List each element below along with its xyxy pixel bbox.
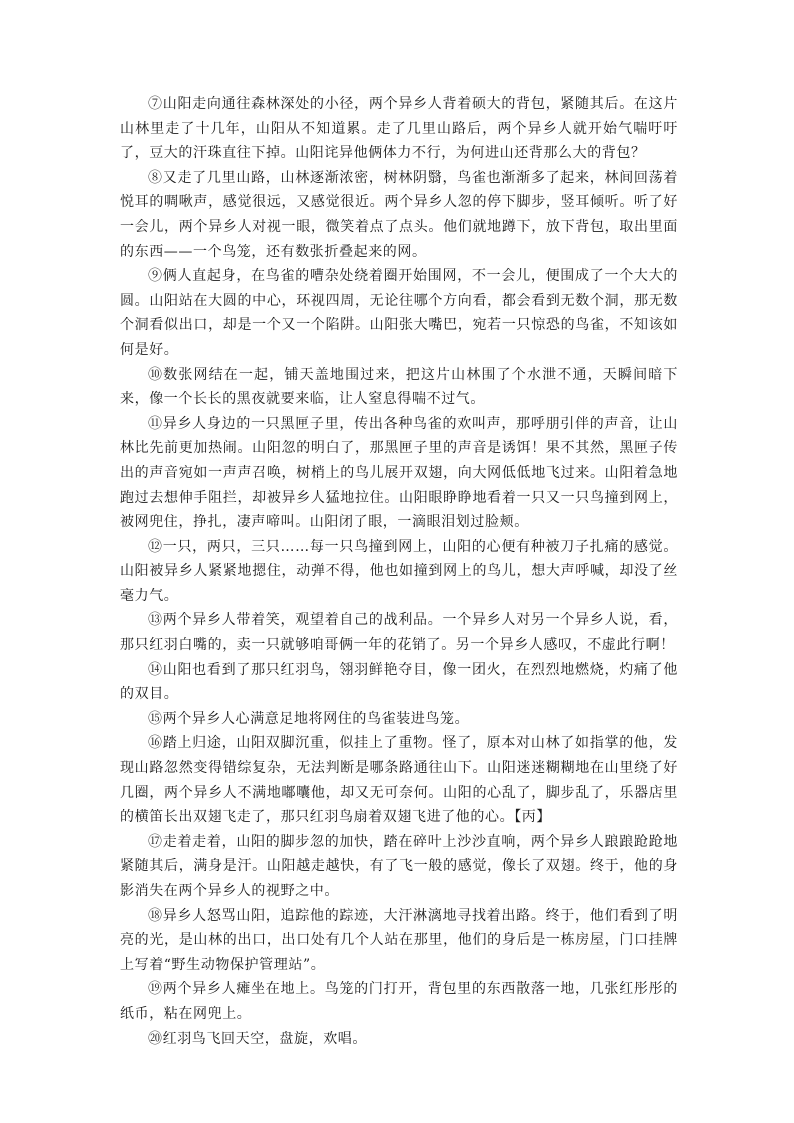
paragraph-13: ⑬两个异乡人带着笑，观望着自己的战利品。一个异乡人对另一个异乡人说，看，那只红羽白嘴的，卖一只就够咱哥俩一年的花销了。另一个异乡人感叹，不虚此行啊！ (120, 612, 678, 654)
paragraph-8: ⑧又走了几里山路，山林逐渐浓密，树林阴翳，鸟雀也渐渐多了起来，林间回荡着悦耳的啁啾声，感觉很远，又感觉很近。两个异乡人忽的停下脚步，竖耳倾听。听了好一会儿，两个异乡人对视一眼，微笑着点了点头。他们就地蹲下，放下背包，取出里面的东西——一个鸟笼，还有数张折叠起来的网。 (120, 169, 678, 260)
paragraph-16: ⑯踏上归途，山阳双脚沉重，似挂上了重物。怪了，原本对山林了如指掌的他，发现山路忽然变得错综复杂，无法判断是哪条路通往山下。山阳迷迷糊糊地在山里绕了好几圈，两个异乡人不满地嘟囔他，却又无可奈何。山阳的心乱了，脚步乱了，乐器店里的横笛长出双翅飞走了，那只红羽鸟扇着双翅飞进了他的心。【丙】 (120, 735, 678, 826)
paragraph-7: ⑦山阳走向通往森林深处的小径，两个异乡人背着硕大的背包，紧随其后。在这片山林里走了十几年，山阳从不知道累。走了几里山路后，两个异乡人就开始气喘吁吁了，豆大的汗珠直往下掉。山阳诧异他俩体力不行，为何进山还背那么大的背包？ (120, 96, 678, 162)
paragraph-14: ⑭山阳也看到了那只红羽鸟，翎羽鲜艳夺目，像一团火，在烈烈地燃烧，灼痛了他的双目。 (120, 661, 678, 703)
paragraph-17: ⑰走着走着，山阳的脚步忽的加快，踏在碎叶上沙沙直响，两个异乡人踉踉跄跄地紧随其后，满身是汗。山阳越走越快，有了飞一般的感觉，像长了双翅。终于，他的身影消失在两个异乡人的视野之中。 (120, 833, 678, 899)
paragraph-15: ⑮两个异乡人心满意足地将网住的鸟雀装进鸟笼。 (148, 710, 470, 727)
paragraph-18: ⑱异乡人怒骂山阳，追踪他的踪迹，大汗淋漓地寻找着出路。终于，他们看到了明亮的光，是山林的出口，出口处有几个人站在那里，他们的身后是一栋房屋，门口挂牌上写着“野生动物保护管理站”。 (120, 907, 678, 973)
paragraph-20: ⑳红羽鸟飞回天空，盘旋，欢唱。 (148, 1030, 367, 1047)
paragraph-9: ⑨俩人直起身，在鸟雀的嘈杂处绕着圈开始围网，不一会儿，便围成了一个大大的圆。山阳站在大圆的中心，环视四周，无论往哪个方向看，都会看到无数个洞，那无数个洞看似出口，却是一个又一个陷阱。山阳张大嘴巴，宛若一只惊恐的鸟雀，不知该如何是好。 (120, 268, 678, 358)
paragraph-10: ⑩数张网结在一起，铺天盖地围过来，把这片山林围了个水泄不通，天瞬间暗下来，像一个长长的黑夜就要来临，让人窒息得喘不过气。 (120, 366, 678, 408)
story-text (120, 92, 678, 1051)
paragraph-12: ⑫一只，两只，三只……每一只鸟撞到网上，山阳的心便有种被刀子扎痛的感觉。山阳被异乡人紧紧地摁住，动弹不得，他也如撞到网上的鸟儿，想大声呼喊，却没了丝毫力气。 (120, 538, 678, 604)
paragraph-11: ⑪异乡人身边的一只黑匣子里，传出各种鸟雀的欢叫声，那呼朋引伴的声音，让山林比先前更加热闹。山阳忽的明白了，那黑匣子里的声音是诱饵！果不其然，黑匣子传出的声音宛如一声声召唤，树梢上的鸟儿展开双翅，向大网低低地飞过来。山阳着急地跑过去想伸手阻拦，却被异乡人猛地拉住。山阳眼睁睁地看着一只又一只鸟撞到网上，被网兜住，挣扎，凄声啼叫。山阳闭了眼，一滴眼泪划过脸颊。 (120, 415, 678, 531)
paragraph-19: ⑲两个异乡人瘫坐在地上。鸟笼的门打开，背包里的东西散落一地，几张红彤彤的纸币，粘在网兜上。 (120, 981, 678, 1022)
